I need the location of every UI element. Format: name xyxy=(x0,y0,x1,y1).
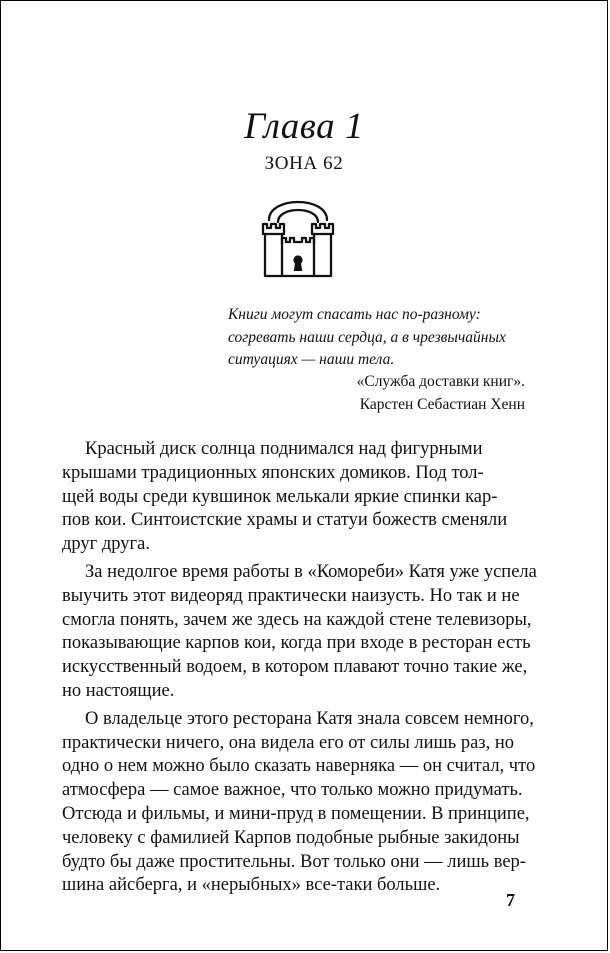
text-line: О владельце этого ресторана Катя знала совсем немного, xyxy=(85,708,534,729)
epigraph-line: согревать наши сердца, а в чрезвычайных xyxy=(228,328,506,346)
text-line: искусственный водоем, в котором плавают точно такие же, xyxy=(62,657,528,678)
text-line: смогла понять, зачем же здесь на каждой стене телевизоры, xyxy=(62,609,532,630)
paragraph xyxy=(62,561,537,704)
body-text xyxy=(62,438,537,902)
text-line: но настоящие. xyxy=(62,680,175,701)
text-line: пов кои. Синтоистские храмы и статуи божеств сменяли xyxy=(62,510,508,531)
epigraph-source-title: «Служба доставки книг». xyxy=(356,373,525,390)
chapter-title: Глава 1 xyxy=(244,106,364,147)
text-line: щей воды среди кувшинок мелькали яркие спинки кар- xyxy=(62,486,498,507)
text-line: друг друга. xyxy=(62,534,150,555)
epigraph-line: Книги могут спасать нас по-разному: xyxy=(228,306,481,323)
epigraph xyxy=(228,304,530,372)
text-line: показывающие карпов кои, когда при входе в ресторан есть xyxy=(62,633,531,654)
epigraph-line: ситуациях — наши тела. xyxy=(228,351,395,368)
text-line: Отсюда и фильмы, и мини-пруд в помещении. В принципе, xyxy=(62,803,530,824)
chapter-subtitle: ЗОНА 62 xyxy=(264,153,344,174)
paragraph xyxy=(62,708,536,898)
epigraph-source-author: Карстен Себастиан Хенн xyxy=(359,395,525,413)
text-line: выучить этот видеоряд практически наизусть. Но так и не xyxy=(62,585,520,606)
paragraph xyxy=(62,438,522,557)
text-line: атмосфера — самое важное, что только можно придумать. xyxy=(62,780,523,801)
text-line: человеку с фамилией Карпов подобные рыбные закидоны xyxy=(62,827,520,848)
text-line: будто бы даже простительны. Вот только они — лишь вер- xyxy=(62,851,526,872)
text-line: крышами традиционных японских домиков. Под тол- xyxy=(62,462,484,483)
epigraph-source xyxy=(357,371,525,416)
page-number: 7 xyxy=(506,890,515,910)
text-line: практически ничего, она видела его от силы лишь раз, но xyxy=(62,732,514,753)
text-line: одно о нем можно было сказать наверняка — он считал, что xyxy=(62,756,536,777)
castle-icon xyxy=(259,194,337,282)
text-line: Красный диск солнца поднимался над фигурными xyxy=(85,439,483,459)
text-line: За недолгое время работы в «Комореби» Катя уже успела xyxy=(85,561,537,582)
text-line: шина айсберга, и «нерыбных» все-таки больше. xyxy=(62,875,441,896)
